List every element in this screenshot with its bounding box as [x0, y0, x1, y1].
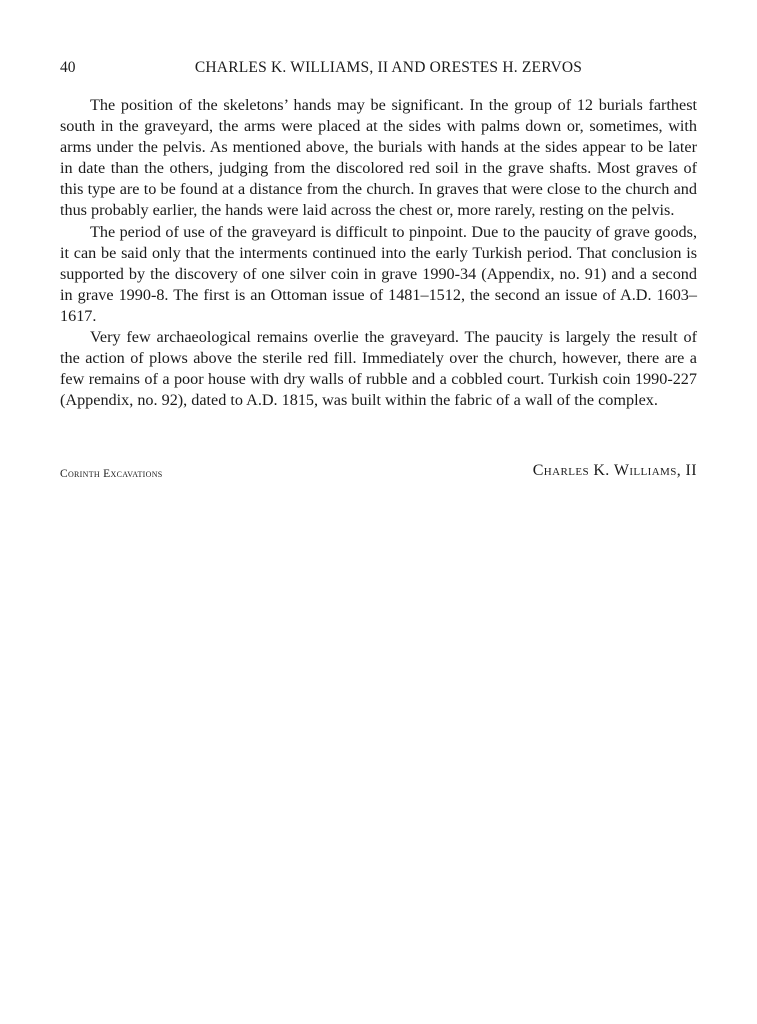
body-text: [60, 95, 697, 411]
paragraph-period-of-use: The period of use of the graveyard is difficult to pinpoint. Due to the paucity of grave goods, it can be said only that the interments continued into the early Turkish period. That conclusion is supported by the discovery of one silver coin in grave 1990-34 (Appendix, no. 91) and a second in grave 1990-8. The first is an Ottoman issue of 1481–1512, the second an issue of A.D. 1603–1617.: [60, 222, 697, 325]
institution-name: Corinth Excavations: [60, 468, 163, 480]
author-name: Charles K. Williams, II: [532, 462, 697, 479]
running-header: [60, 57, 697, 79]
paragraph-remains: Very few archaeological remains overlie the graveyard. The paucity is largely the result of the action of plows above the sterile red fill. Immediately over the church, however, there are a few remains of a poor house with dry walls of rubble and a cobbled court. Turkish coin 1990-227 (Appendix, no. 92), dated to A.D. 1815, was built within the fabric of a wall of the complex.: [60, 328, 697, 410]
page-number: 40: [60, 59, 76, 76]
running-title: CHARLES K. WILLIAMS, II AND ORESTES H. ZERVOS: [194, 59, 583, 76]
signature-block: [60, 462, 697, 486]
paragraph-hands: The position of the skeletons’ hands may be significant. In the group of 12 burials farthest south in the graveyard, the arms were placed at the sides with palms down or, sometimes, with arms under the pelvis. As mentioned above, the burials with hands at the sides appear to be later in date than the others, judging from the discolored red soil in the grave shafts. Most graves of this type are to be found at a distance from the church. In graves that were close to the church and thus probably earlier, the hands were laid across the chest or, more rarely, resting on the pelvis.: [60, 96, 697, 220]
